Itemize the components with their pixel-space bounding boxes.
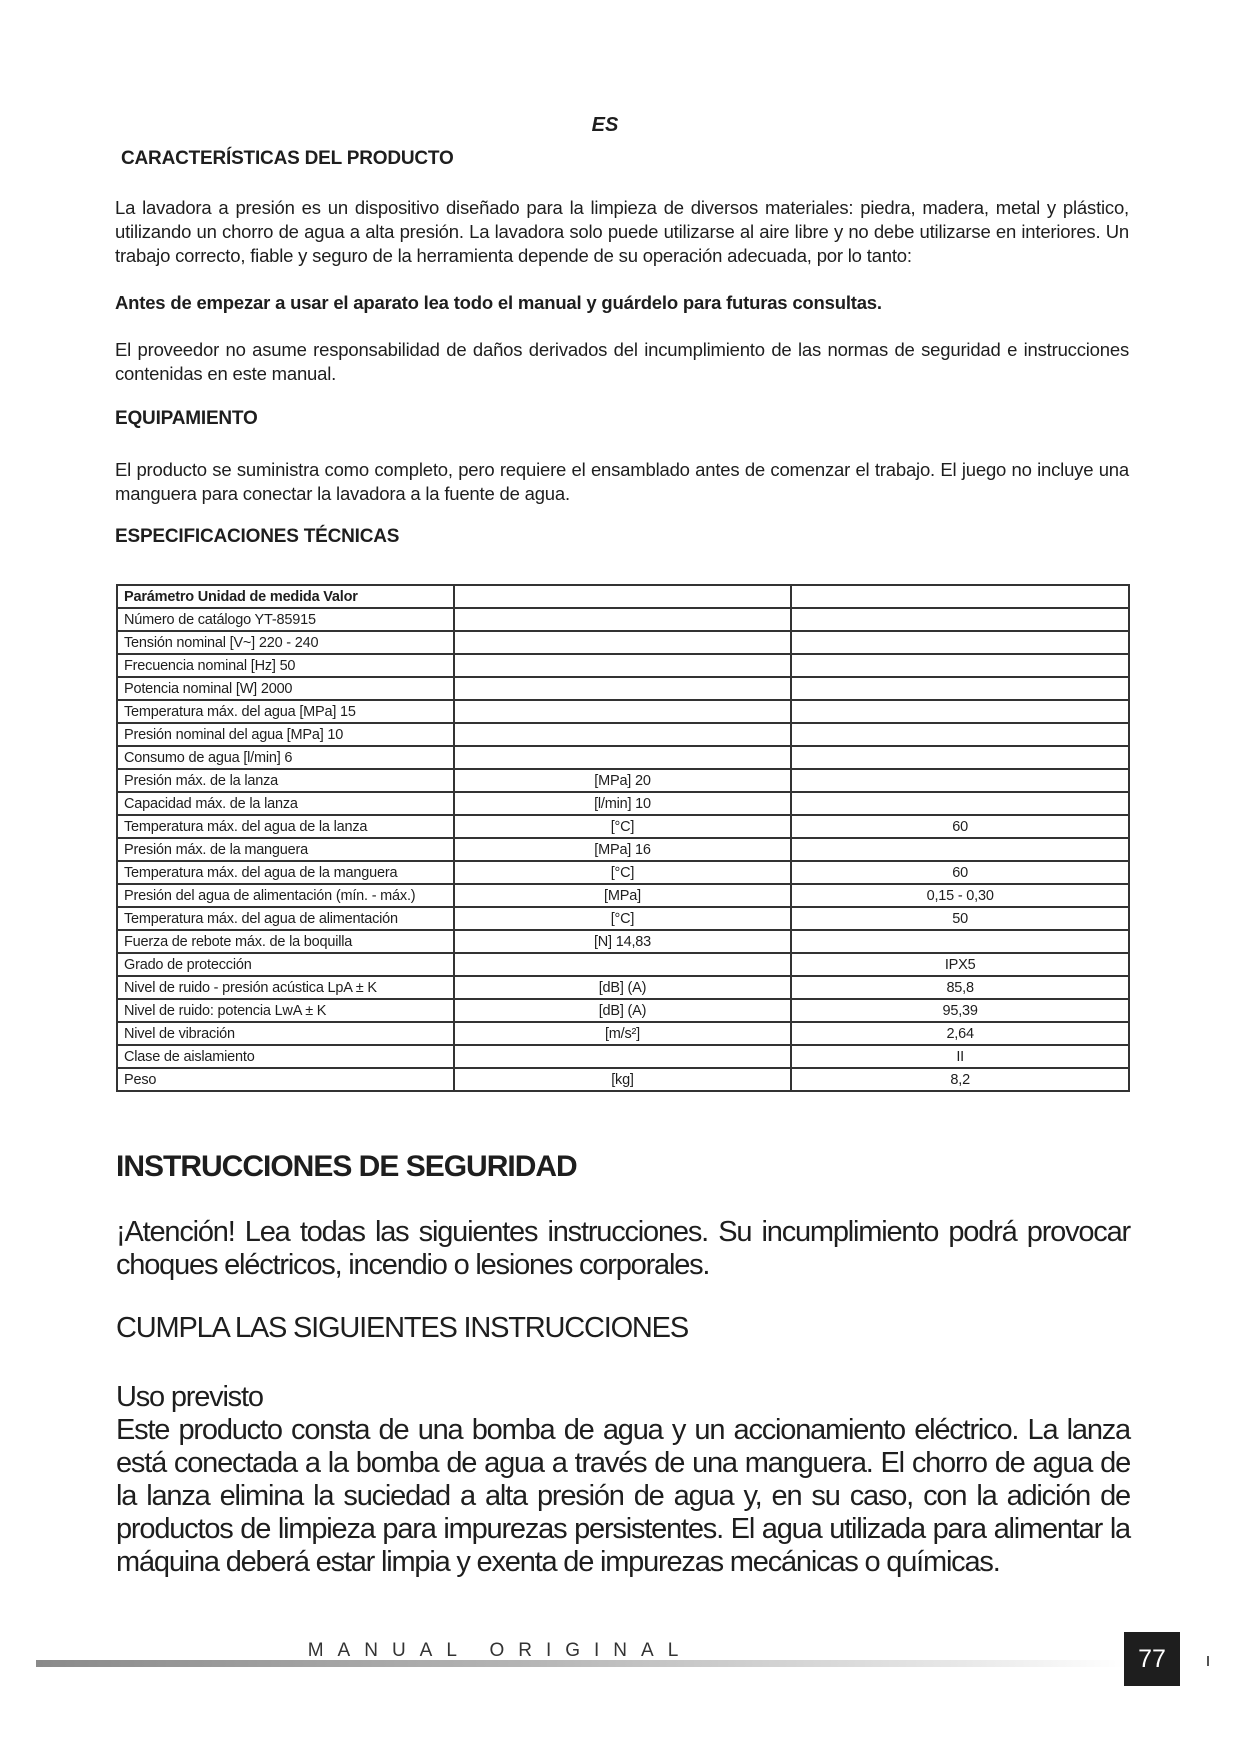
table-cell: Parámetro Unidad de medida Valor [117, 585, 454, 608]
table-row [117, 884, 1129, 907]
table-cell: Tensión nominal [V~] 220 - 240 [117, 631, 454, 654]
intended-use-title: Uso previsto [116, 1381, 263, 1413]
equipment-paragraph: El producto se suministra como completo, pero requiere el ensamblado antes de comenzar el trabajo. El juego no incluye una manguera para conectar la lavadora a la fuente de agua. [115, 459, 1129, 504]
table-cell: 85,8 [791, 976, 1129, 999]
table-row [117, 930, 1129, 953]
table-cell: 60 [791, 815, 1129, 838]
table-cell: [°C] [454, 861, 792, 884]
table-cell [791, 631, 1129, 654]
table-row [117, 654, 1129, 677]
table-cell [791, 608, 1129, 631]
table-cell: Nivel de ruido - presión acústica LpA ± K [117, 976, 454, 999]
table-cell [454, 700, 792, 723]
table-cell [791, 769, 1129, 792]
table-cell: 60 [791, 861, 1129, 884]
table-cell: 0,15 - 0,30 [791, 884, 1129, 907]
table-cell [791, 700, 1129, 723]
table-cell: [l/min] 10 [454, 792, 792, 815]
table-row [117, 815, 1129, 838]
table-cell: Número de catálogo YT-85915 [117, 608, 454, 631]
table-row [117, 1022, 1129, 1045]
liability-paragraph: El proveedor no asume responsabilidad de daños derivados del incumplimiento de las normas de seguridad e instrucciones contenidas en este manual. [115, 339, 1129, 384]
table-cell [454, 608, 792, 631]
table-cell: Temperatura máx. del agua de alimentación [117, 907, 454, 930]
table-row [117, 700, 1129, 723]
table-cell: Presión del agua de alimentación (mín. - máx.) [117, 884, 454, 907]
language-code: ES [591, 114, 619, 136]
table-cell: Presión máx. de la lanza [117, 769, 454, 792]
table-row [117, 1068, 1129, 1091]
table-cell [791, 677, 1129, 700]
table-cell [791, 930, 1129, 953]
table-cell: [dB] (A) [454, 999, 792, 1022]
table-cell: [m/s²] [454, 1022, 792, 1045]
table-row [117, 769, 1129, 792]
table-cell: [dB] (A) [454, 976, 792, 999]
features-paragraph: La lavadora a presión es un dispositivo diseñado para la limpieza de diversos materiales: piedra, madera, metal y plástico, utilizando un chorro de agua a alta presión. La lavadora solo puede utilizarse al aire libre y no debe utilizarse en interiores. Un trabajo correcto, fiable y seguro de la herramienta depende de su operación adecuada, por lo tanto: [115, 197, 1129, 266]
table-cell: Temperatura máx. del agua de la manguera [117, 861, 454, 884]
table-cell: [MPa] 20 [454, 769, 792, 792]
table-header-row [117, 585, 1129, 608]
table-cell: Temperatura máx. del agua [MPa] 15 [117, 700, 454, 723]
table-cell: Consumo de agua [l/min] 6 [117, 746, 454, 769]
table-row [117, 631, 1129, 654]
table-cell: [kg] [454, 1068, 792, 1091]
table-row [117, 723, 1129, 746]
table-cell: 2,64 [791, 1022, 1129, 1045]
equipment-title: EQUIPAMIENTO [115, 408, 258, 429]
table-cell: Presión máx. de la manguera [117, 838, 454, 861]
specs-title: ESPECIFICACIONES TÉCNICAS [115, 526, 400, 547]
table-cell [791, 654, 1129, 677]
table-cell: II [791, 1045, 1129, 1068]
table-cell: 50 [791, 907, 1129, 930]
table-cell [791, 838, 1129, 861]
table-row [117, 838, 1129, 861]
table-cell [454, 585, 792, 608]
table-row [117, 792, 1129, 815]
table-row [117, 746, 1129, 769]
specs-table [116, 584, 1130, 1092]
table-cell: [MPa] 16 [454, 838, 792, 861]
intended-use-paragraph: Este producto consta de una bomba de agua y un accionamiento eléctrico. La lanza está conectada a la bomba de agua a través de una manguera. El chorro de agua de la lanza elimina la suciedad a alta presión de agua y, en su caso, con la adición de productos de limpieza para impurezas persistentes. El agua utilizada para alimentar la máquina deberá estar limpia y exenta de impurezas mecánicas o químicas. [116, 1414, 1130, 1578]
table-cell: Nivel de vibración [117, 1022, 454, 1045]
page-number: 77 [1124, 1632, 1180, 1686]
table-row [117, 1045, 1129, 1068]
table-cell: [MPa] [454, 884, 792, 907]
table-row [117, 861, 1129, 884]
table-cell [454, 953, 792, 976]
table-cell: 8,2 [791, 1068, 1129, 1091]
table-cell [454, 631, 792, 654]
table-cell: 95,39 [791, 999, 1129, 1022]
table-cell: Fuerza de rebote máx. de la boquilla [117, 930, 454, 953]
table-cell: Peso [117, 1068, 454, 1091]
table-row [117, 907, 1129, 930]
table-cell: Potencia nominal [W] 2000 [117, 677, 454, 700]
table-row [117, 976, 1129, 999]
table-cell [791, 792, 1129, 815]
table-cell: [N] 14,83 [454, 930, 792, 953]
table-row [117, 677, 1129, 700]
table-row [117, 999, 1129, 1022]
table-cell [454, 654, 792, 677]
comply-heading: CUMPLA LAS SIGUIENTES INSTRUCCIONES [116, 1312, 688, 1344]
read-manual-notice: Antes de empezar a usar el aparato lea todo el manual y guárdelo para futuras consultas. [115, 292, 882, 313]
table-cell [454, 677, 792, 700]
table-cell: Frecuencia nominal [Hz] 50 [117, 654, 454, 677]
table-cell: Grado de protección [117, 953, 454, 976]
table-row [117, 953, 1129, 976]
safety-title: INSTRUCCIONES DE SEGURIDAD [116, 1150, 577, 1183]
table-cell: Capacidad máx. de la lanza [117, 792, 454, 815]
table-cell [454, 723, 792, 746]
table-cell: IPX5 [791, 953, 1129, 976]
table-cell: Presión nominal del agua [MPa] 10 [117, 723, 454, 746]
table-cell: Temperatura máx. del agua de la lanza [117, 815, 454, 838]
table-cell: Clase de aislamiento [117, 1045, 454, 1068]
table-cell: [°C] [454, 815, 792, 838]
safety-warning: ¡Atención! Lea todas las siguientes instrucciones. Su incumplimiento podrá provocar choques eléctricos, incendio o lesiones corporales. [116, 1216, 1130, 1281]
table-cell [454, 1045, 792, 1068]
features-title: CARACTERÍSTICAS DEL PRODUCTO [121, 148, 454, 169]
edge-mark [1207, 1656, 1209, 1666]
table-cell [791, 746, 1129, 769]
footer-manual-label: MANUAL ORIGINAL [307, 1640, 693, 1661]
table-cell [791, 723, 1129, 746]
table-cell [791, 585, 1129, 608]
table-cell: Nivel de ruido: potencia LwA ± K [117, 999, 454, 1022]
table-cell [454, 746, 792, 769]
table-row [117, 608, 1129, 631]
table-cell: [°C] [454, 907, 792, 930]
